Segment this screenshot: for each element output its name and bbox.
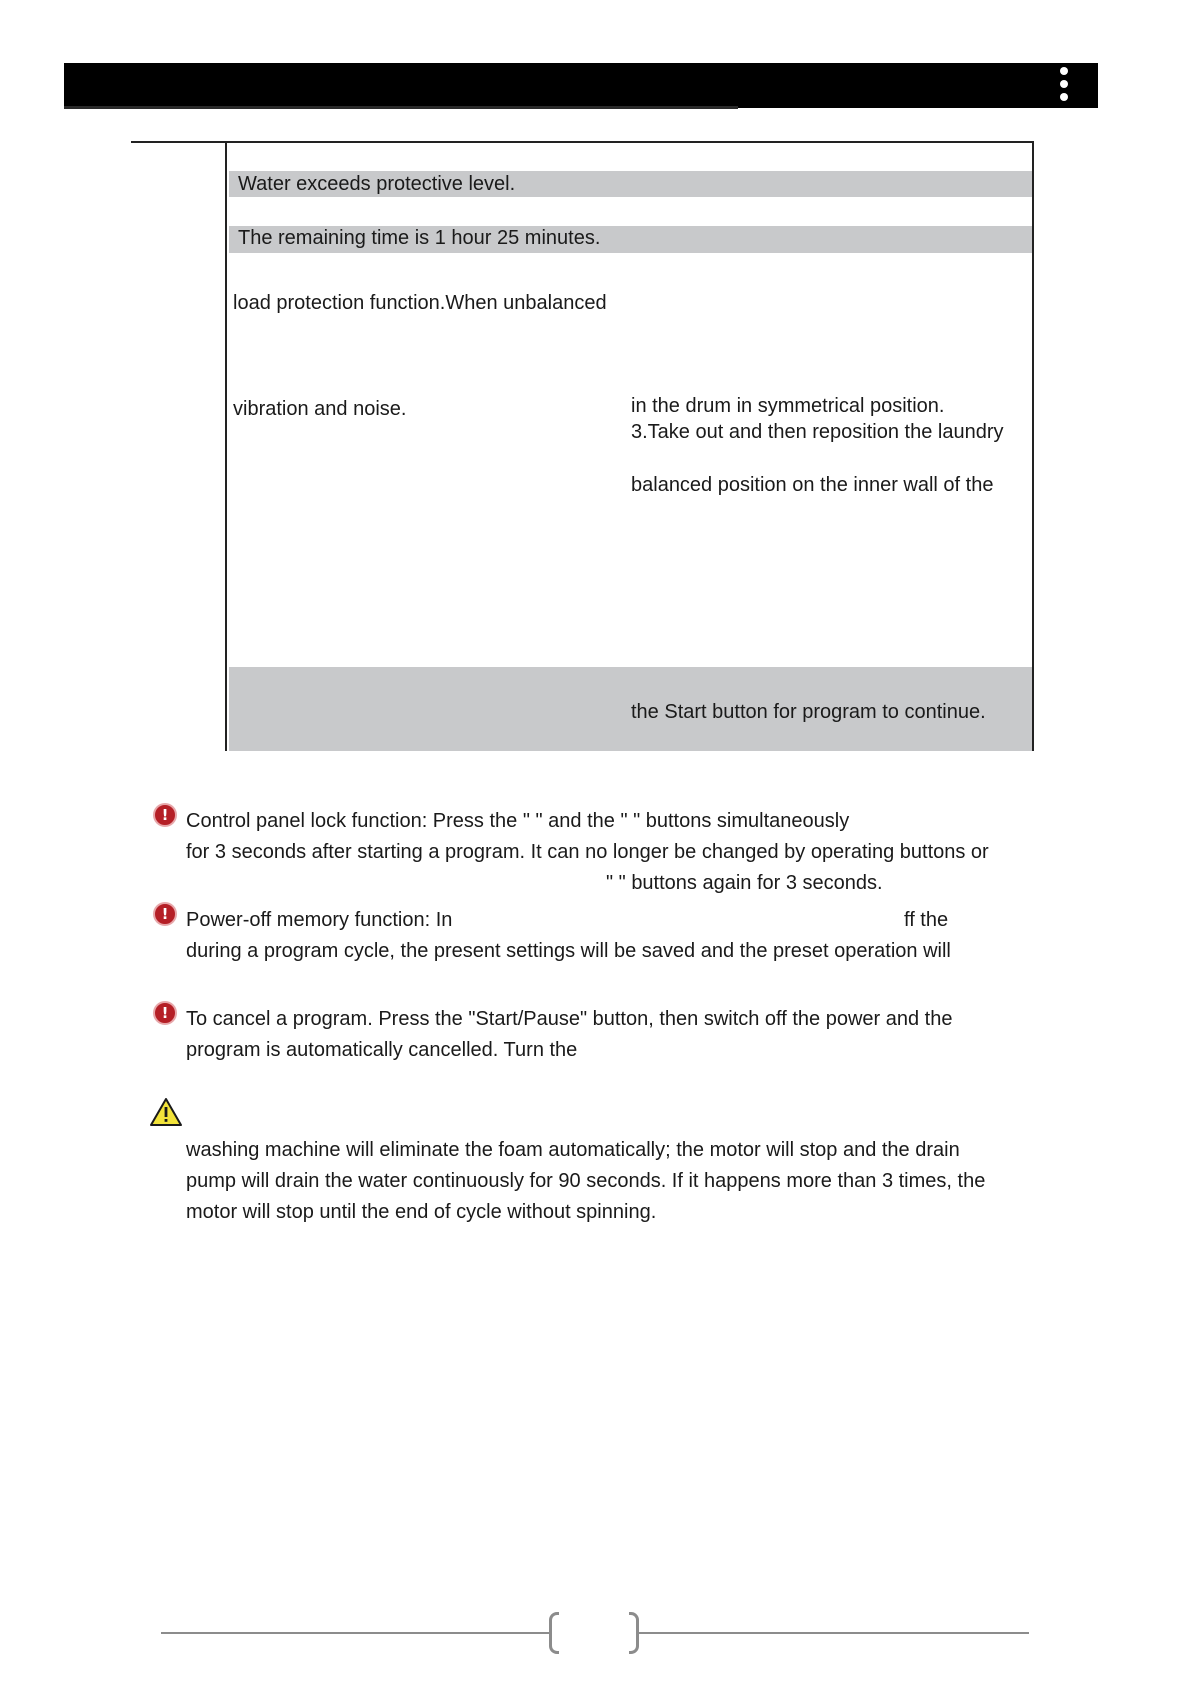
table-cell-left-line2: vibration and noise.: [233, 398, 407, 420]
header-dots-icon: [1058, 67, 1070, 105]
table-cell-remaining-time: The remaining time is 1 hour 25 minutes.: [238, 227, 601, 249]
note-lock-line1: Control panel lock function: Press the " " and the " " buttons simultaneously: [186, 810, 850, 832]
note-foam-line3: motor will stop until the end of cycle without spinning.: [186, 1201, 657, 1223]
table-cell-right-line2: 3.Take out and then reposition the laundry: [631, 421, 1004, 443]
table-top-rule: [131, 141, 227, 143]
note-foam-line2: pump will drain the water continuously for 90 seconds. If it happens more than 3 times, the: [186, 1170, 986, 1192]
note-memory-line1b: ff the: [904, 909, 949, 931]
table-cell-left-line1: load protection function.When unbalanced: [233, 292, 607, 314]
exclamation-circle-icon: [153, 1001, 177, 1025]
note-lock-line3: " " buttons again for 3 seconds.: [606, 872, 883, 894]
table-cell-start-button: the Start button for program to continue.: [631, 701, 986, 723]
footer-bracket-left: [549, 1612, 559, 1654]
footer-bracket-right: [629, 1612, 639, 1654]
note-lock-line2: for 3 seconds after starting a program. It can no longer be changed by operating buttons or: [186, 841, 989, 863]
header-underline: [64, 106, 738, 109]
footer-rule-right: [639, 1632, 1029, 1634]
exclamation-circle-icon: [153, 803, 177, 827]
table-cell-right-line3: balanced position on the inner wall of the: [631, 474, 994, 496]
note-cancel-line2: program is automatically cancelled. Turn the: [186, 1039, 578, 1061]
note-cancel-line1: To cancel a program. Press the "Start/Pause" button, then switch off the power and the: [186, 1008, 953, 1030]
header-bar: [64, 63, 1098, 108]
table-cell-right-line1: in the drum in symmetrical position.: [631, 395, 945, 417]
note-memory-line2: during a program cycle, the present settings will be saved and the preset operation will: [186, 940, 951, 962]
footer-rule-left: [161, 1632, 549, 1634]
note-foam-line1: washing machine will eliminate the foam automatically; the motor will stop and the drain: [186, 1139, 960, 1161]
note-memory-line1: Power-off memory function: In: [186, 909, 453, 931]
warning-triangle-icon: [149, 1097, 183, 1127]
table-cell-water-level: Water exceeds protective level.: [238, 173, 516, 195]
exclamation-circle-icon: [153, 902, 177, 926]
